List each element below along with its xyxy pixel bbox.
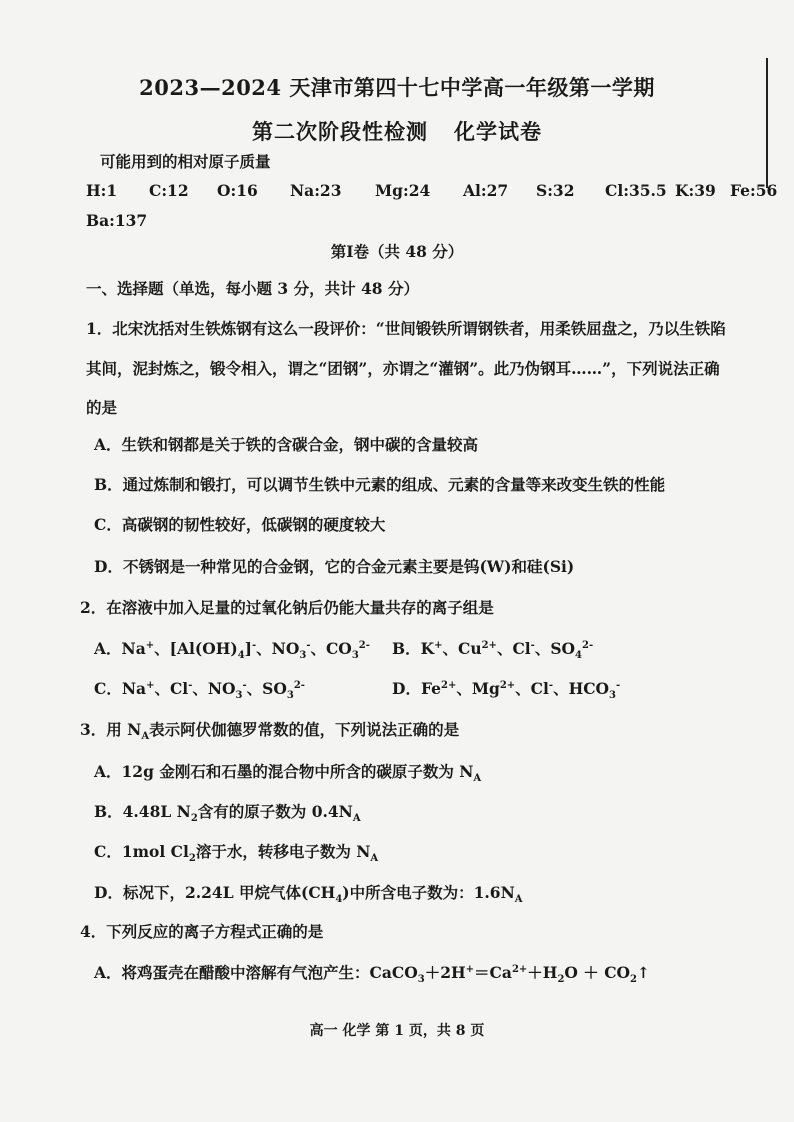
q3-option-a: A．12g 金刚石和石墨的混合物中所含的碳原子数为 $N_A$ [94, 762, 482, 785]
mass-item: K:39 [675, 181, 716, 200]
mass-item: C:12 [149, 181, 189, 200]
page-footer: 高一 化学 第 1 页，共 8 页 [309, 1023, 485, 1039]
q4-option-a: A．将鸡蛋壳在醋酸中溶解有气泡产生：$CaCO_3+2H^+=Ca^{2+}+H_2O$ ＋ $CO_2↑$ [94, 963, 651, 986]
q3-stem: 3．用 $N_A$表示阿伏伽德罗常数的值，下列说法正确的是 [80, 720, 460, 743]
q1-option-a: A．生铁和钢都是关于铁的含碳合金，钢中碳的含量较高 [94, 435, 479, 454]
mass-item-ba: Ba:137 [86, 211, 148, 230]
exam-title-line2 [0, 116, 794, 146]
q1-option-c: C．高碳钢的韧性较好，低碳钢的硬度较大 [94, 515, 386, 534]
mass-item: Mg:24 [375, 181, 431, 200]
q2-option-a: A．Na+、$[Al(OH)_4]^-$、$NO_3^-$、$CO_3^{2-}$ [94, 639, 370, 662]
q2-stem: 2．在溶液中加入足量的过氧化钠后仍能大量共存的离子组是 [80, 598, 494, 617]
q3-option-b: B．4.48L $N_2$含有的原子数为 $0.4N_A$ [94, 802, 361, 825]
q1-option-d: D．不锈钢是一种常见的合金钢，它的合金元素主要是钨(W)和硅(Si) [94, 557, 575, 576]
q4-stem: 4．下列反应的离子方程式正确的是 [80, 922, 324, 941]
q3-option-d: D．标况下，2.24L 甲烷气体$(CH_4)$中所含电子数为：$1.6N_A$ [94, 883, 523, 906]
q3-option-c: C．1mol $Cl_2$溶于水，转移电子数为 $N_A$ [94, 842, 379, 865]
mass-item: Cl:35.5 [605, 181, 667, 200]
exam-title-line1: 2023—2024 天津市第四十七中学高一年级第一学期 [139, 75, 655, 100]
exam-subtitle: 第二次阶段性检测 [252, 119, 428, 144]
q1-stem-line1: 1．北宋沈括对生铁炼钢有这么一段评价：“世间锻铁所谓钢铁者，用柔铁屈盘之，乃以生铁陷 [86, 319, 726, 338]
mass-item: Al:27 [463, 181, 509, 200]
exam-subject: 化学试卷 [454, 119, 542, 144]
q2-option-c: C．Na+、Cl-、$NO_3^-$、$SO_3^{2-}$ [94, 679, 305, 702]
q1-stem-line2: 其间，泥封炼之，锻令相入，谓之“团钢”，亦谓之“灌钢”。此乃伪钢耳……”，下列说法正确 [86, 359, 720, 378]
mass-item: Fe:56 [730, 181, 778, 200]
q1-stem-line3: 的是 [86, 398, 118, 417]
mass-item: S:32 [536, 181, 575, 200]
mass-item: H:1 [86, 181, 118, 200]
part-title: 一、选择题（单选，每小题 3 分，共计 48 分） [86, 279, 419, 298]
mass-item: Na:23 [290, 181, 342, 200]
section-header: 第Ⅰ卷（共 48 分） [330, 242, 464, 261]
q1-option-b: B．通过炼制和锻打，可以调节生铁中元素的组成、元素的含量等来改变生铁的性能 [94, 475, 666, 494]
q2-option-d: D．$Fe^{2+}$、$Mg^{2+}$、Cl-、$HCO_3^-$ [392, 679, 621, 702]
mass-item: O:16 [217, 181, 258, 200]
q2-option-b: B．K+、$Cu^{2+}$、Cl-、$SO_4^{2-}$ [392, 639, 594, 662]
atomic-mass-label: 可能用到的相对原子质量 [100, 152, 271, 171]
